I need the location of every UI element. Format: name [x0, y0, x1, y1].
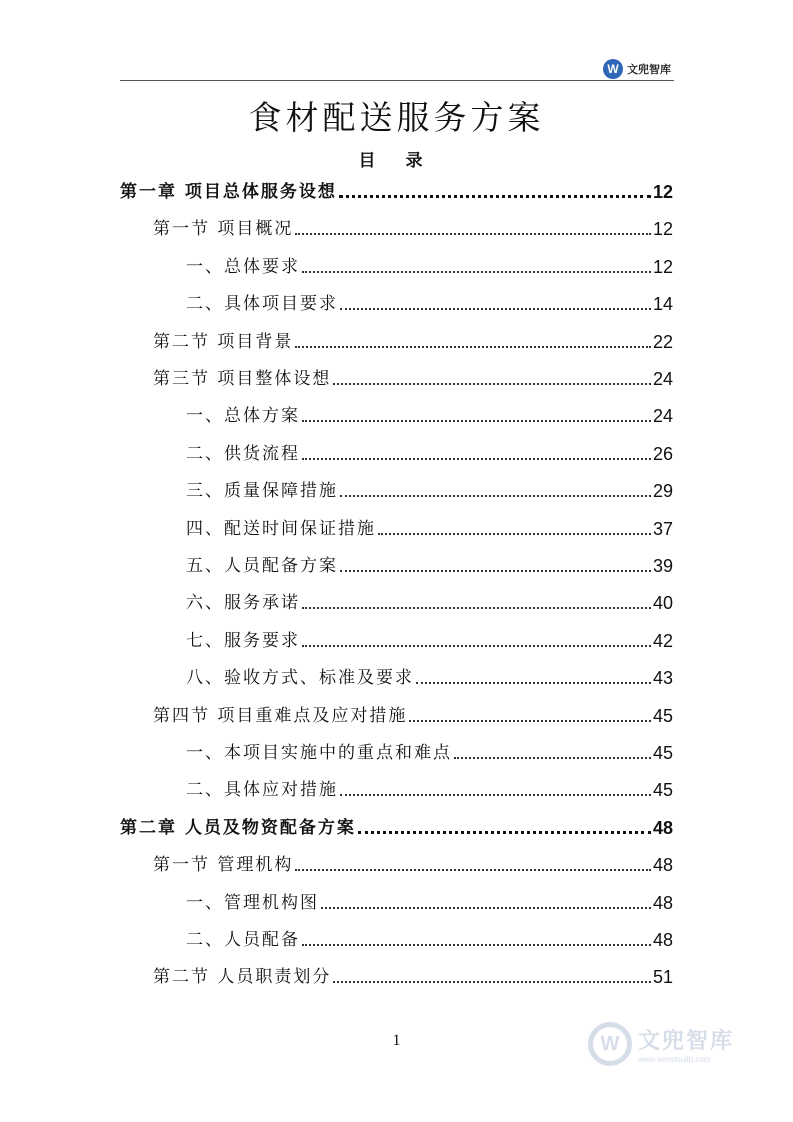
watermark-name: 文兜智库: [638, 1029, 735, 1054]
toc-entry-title: 四、配送时间保证措施: [186, 519, 376, 539]
toc-entry-page: 14: [652, 294, 673, 314]
toc-entry-title: 二、供货流程: [186, 444, 300, 464]
toc-leader-dots: [340, 495, 651, 497]
toc-entry-page: 45: [652, 780, 673, 800]
toc-entry[interactable]: [120, 180, 673, 204]
toc-entry-title: 二、具体项目要求: [186, 294, 338, 314]
watermark-logo-icon: W: [588, 1022, 632, 1066]
toc-entry-page: 51: [652, 967, 673, 987]
toc-entry-page: 24: [652, 369, 673, 389]
toc-entry[interactable]: [153, 217, 673, 241]
toc-entry-title: 五、人员配备方案: [186, 556, 338, 576]
toc-leader-dots: [302, 645, 651, 647]
toc-entry[interactable]: [186, 778, 673, 802]
toc-entry[interactable]: [186, 591, 673, 615]
toc-entry-page: 39: [652, 556, 673, 576]
toc-entry[interactable]: [186, 292, 673, 316]
toc-leader-dots: [302, 458, 651, 460]
toc-leader-dots: [295, 233, 651, 235]
toc-leader-dots: [454, 757, 651, 759]
toc-entry-page: 29: [652, 481, 673, 501]
page-number: 1: [392, 1032, 401, 1049]
toc-entry-page: 45: [652, 743, 673, 763]
toc-entry-page: 48: [652, 930, 673, 950]
toc-entry-title: 三、质量保障措施: [186, 481, 338, 501]
toc-entry[interactable]: [186, 928, 673, 952]
toc-leader-dots: [358, 831, 651, 834]
toc-leader-dots: [302, 944, 651, 946]
toc-leader-dots: [333, 383, 651, 385]
toc-entry-title: 第一节 项目概况: [153, 219, 294, 239]
toc-heading: 目 录: [358, 151, 435, 171]
toc-entry[interactable]: [186, 629, 673, 653]
toc-leader-dots: [339, 195, 651, 198]
toc-entry-page: 12: [652, 219, 673, 239]
toc-leader-dots: [340, 794, 651, 796]
toc-entry-title: 一、管理机构图: [186, 893, 319, 913]
toc-entry-title: 一、总体方案: [186, 406, 300, 426]
toc-entry[interactable]: [186, 891, 673, 915]
document-title: 食材配送服务方案: [248, 98, 545, 137]
toc-entry-page: 45: [652, 706, 673, 726]
toc-leader-dots: [295, 346, 651, 348]
toc-leader-dots: [295, 869, 651, 871]
watermark: [588, 1022, 734, 1066]
toc-leader-dots: [409, 720, 651, 722]
toc-leader-dots: [302, 420, 651, 422]
toc-entry[interactable]: [120, 816, 673, 840]
toc-leader-dots: [321, 907, 651, 909]
toc-entry-page: 48: [652, 818, 673, 838]
toc-entry-title: 第一节 管理机构: [153, 855, 294, 875]
toc-entry-title: 二、具体应对措施: [186, 780, 338, 800]
toc-leader-dots: [302, 271, 651, 273]
toc-entry-title: 第三节 项目整体设想: [153, 369, 332, 389]
toc-entry-page: 12: [652, 182, 673, 202]
toc-entry-title: 第四节 项目重难点及应对措施: [153, 706, 408, 726]
watermark-url: www.wendoulib.com: [638, 1055, 711, 1064]
toc-entry[interactable]: [186, 404, 673, 428]
toc-entry[interactable]: [153, 853, 673, 877]
toc-entry[interactable]: [153, 965, 673, 989]
toc-entry-page: 40: [652, 593, 673, 613]
toc-entry-page: 42: [652, 631, 673, 651]
toc-entry[interactable]: [186, 554, 673, 578]
toc-entry-title: 一、本项目实施中的重点和难点: [186, 743, 452, 763]
toc-leader-dots: [340, 570, 651, 572]
toc-entry-title: 一、总体要求: [186, 257, 300, 277]
toc-leader-dots: [340, 308, 651, 310]
toc-entry-page: 12: [652, 257, 673, 277]
toc-entry[interactable]: [186, 517, 673, 541]
toc-entry[interactable]: [186, 666, 673, 690]
toc-entry[interactable]: [186, 442, 673, 466]
toc-entry-page: 22: [652, 332, 673, 352]
toc-entry-page: 24: [652, 406, 673, 426]
toc-entry-title: 七、服务要求: [186, 631, 300, 651]
toc-entry-title: 六、服务承诺: [186, 593, 300, 613]
toc-entry[interactable]: [186, 255, 673, 279]
toc-entry[interactable]: [153, 367, 673, 391]
toc-leader-dots: [302, 607, 651, 609]
toc-leader-dots: [333, 981, 651, 983]
toc-leader-dots: [416, 682, 651, 684]
toc-entry-title: 第二节 项目背景: [153, 332, 294, 352]
logo-icon: W: [603, 59, 623, 79]
toc-entry-page: 48: [652, 855, 673, 875]
toc-entry-page: 48: [652, 893, 673, 913]
toc-entry-page: 43: [652, 668, 673, 688]
toc-leader-dots: [378, 533, 651, 535]
logo-text: 文兜智库: [627, 63, 671, 76]
toc-entry[interactable]: [153, 330, 673, 354]
toc-entry-page: 26: [652, 444, 673, 464]
toc-entry[interactable]: [153, 704, 673, 728]
toc-entry-title: 第二章 人员及物资配备方案: [120, 818, 356, 838]
toc-entry-title: 二、人员配备: [186, 930, 300, 950]
toc-entry-title: 第一章 项目总体服务设想: [120, 182, 337, 202]
toc-entry[interactable]: [186, 479, 673, 503]
header-rule: [120, 80, 674, 81]
header-logo: [603, 59, 671, 79]
toc-entry-title: 第二节 人员职责划分: [153, 967, 332, 987]
toc-entry-page: 37: [652, 519, 673, 539]
toc-entry-title: 八、验收方式、标准及要求: [186, 668, 414, 688]
toc-entry[interactable]: [186, 741, 673, 765]
